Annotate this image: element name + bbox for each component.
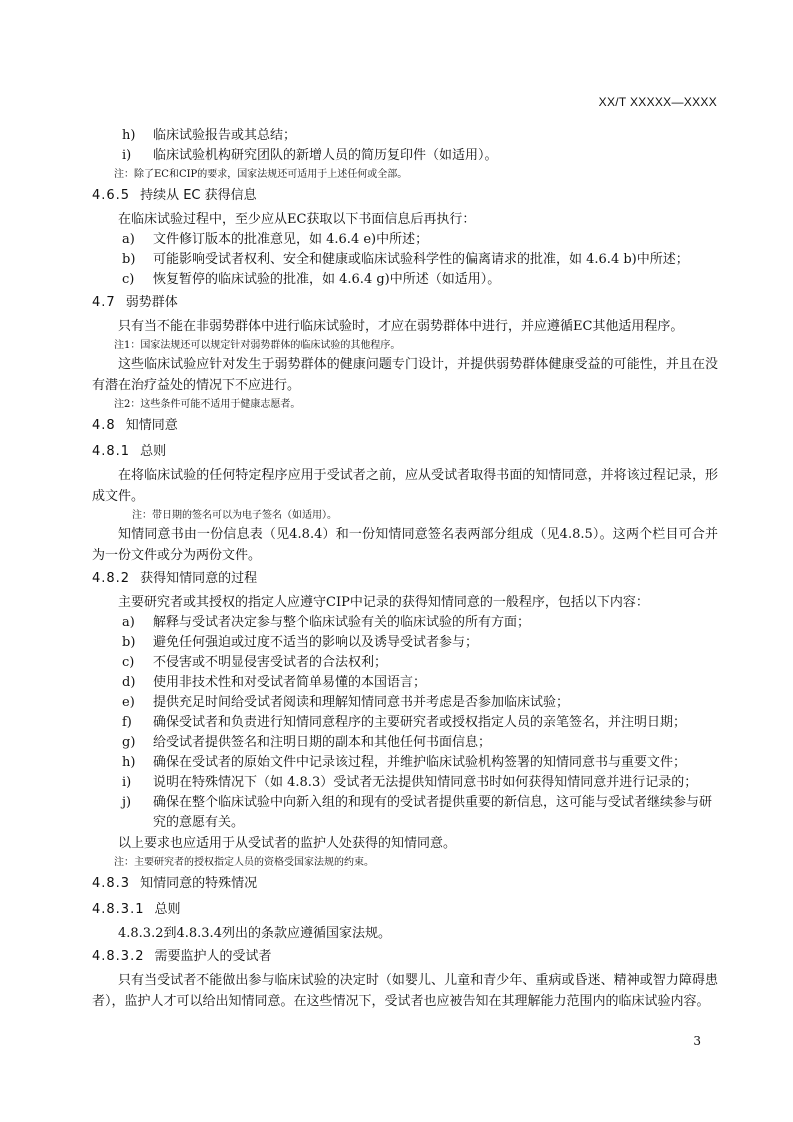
list-item (92, 230, 718, 250)
section-title: 知情同意的特殊情况 (140, 876, 258, 891)
section-number: 4.8.3.2 (92, 949, 145, 964)
list-item (92, 713, 718, 733)
list-item (92, 793, 718, 833)
note: 注2：这些条件可能不适用于健康志愿者。 (114, 399, 301, 410)
paragraph: 主要研究者或其授权的指定人应遵守CIP中记录的获得知情同意的一般程序，包括以下内容： (118, 595, 649, 610)
list-text: 不侵害或不明显侵害受试者的合法权利； (153, 655, 388, 670)
note: 注：带日期的签名可以为电子签名（如适用）。 (132, 510, 337, 521)
list-item (92, 633, 718, 653)
section-title: 知情同意 (125, 418, 178, 433)
list-label: e) (122, 695, 135, 710)
section-number: 4.6.5 (92, 188, 131, 203)
section-title: 总则 (140, 444, 167, 459)
list-item (92, 693, 718, 713)
section-title: 获得知情同意的过程 (140, 571, 258, 586)
section-heading-4-8-3 (92, 871, 718, 897)
list-label: i) (122, 775, 132, 790)
list-item (92, 126, 718, 146)
section-number: 4.8 (92, 418, 116, 433)
list-label: f) (122, 715, 132, 730)
list-label: b) (122, 252, 136, 267)
section-heading-4-8 (92, 413, 718, 439)
section-number: 4.8.3.1 (92, 902, 145, 917)
paragraph: 在将临床试验的任何特定程序应用于受试者之前，应从受试者取得书面的知情同意，并将该过程记录，形成文件。 (92, 468, 718, 504)
list-label: c) (122, 655, 135, 670)
paragraph: 只有当不能在非弱势群体中进行临床试验时，才应在弱势群体中进行，并应遵循EC其他适用程序。 (118, 319, 684, 334)
paragraph: 知情同意书由一份信息表（见4.8.4）和一份知情同意签名表两部分组成（见4.8.5）。这两个栏目可合并为一份文件或分为两份文件。 (92, 527, 718, 563)
list-label: a) (122, 615, 135, 630)
section-heading-4-8-1 (92, 439, 718, 465)
list-text: 使用非技术性和对受试者简单易懂的本国语言； (153, 675, 427, 690)
section-heading-4-7 (92, 290, 718, 316)
note: 注1：国家法规还可以规定针对弱势群体的临床试验的其他程序。 (114, 340, 401, 351)
list-item (92, 653, 718, 673)
list-text: 提供充足时间给受试者阅读和理解知情同意书并考虑是否参加临床试验； (153, 695, 570, 710)
list-label: j) (122, 795, 132, 810)
list-item (92, 250, 718, 270)
list-text: 文件修订版本的批准意见，如 4.6.4 e)中所述； (153, 232, 429, 247)
list-text: 给受试者提供签名和注明日期的副本和其他任何书面信息； (153, 735, 492, 750)
list-text: 说明在特殊情况下（如 4.8.3）受试者无法提供知情同意书时如何获得知情同意并进行记录的； (153, 775, 698, 790)
section-number: 4.8.1 (92, 444, 131, 459)
section-number: 4.7 (92, 295, 116, 310)
list-text: 解释与受试者决定参与整个临床试验有关的临床试验的所有方面； (153, 615, 531, 630)
section-title: 需要监护人的受试者 (154, 949, 272, 964)
list-text: 确保受试者和负责进行知情同意程序的主要研究者或授权指定人员的亲笔签名，并注明日期； (153, 715, 687, 730)
paragraph: 这些临床试验应针对发生于弱势群体的健康问题专门设计，并提供弱势群体健康受益的可能性，并且在没有潜在治疗益处的情况下不应进行。 (92, 357, 718, 393)
section-heading-4-8-3-1 (92, 897, 718, 923)
document-code-header: XX/T XXXXX—XXXX (598, 95, 717, 109)
list-label: g) (122, 735, 136, 750)
list-label: d) (122, 675, 136, 690)
paragraph: 4.8.3.2到4.8.3.4列出的条款应遵循国家法规。 (118, 926, 391, 941)
list-label: a) (122, 232, 135, 247)
list-text: 确保在整个临床试验中向新入组的和现有的受试者提供重要的新信息，这可能与受试者继续参与研究的意愿有关。 (153, 795, 713, 830)
list-text: 避免任何强迫或过度不适当的影响以及诱导受试者参与； (153, 635, 479, 650)
list-text: 临床试验机构研究团队的新增人员的简历复印件（如适用）。 (153, 148, 498, 163)
list-item (92, 146, 718, 166)
page-number: 3 (693, 1034, 701, 1048)
list-text: 可能影响受试者权利、安全和健康或临床试验科学性的偏离请求的批准，如 4.6.4 b)中所述； (153, 252, 689, 267)
section-heading-4-8-3-2 (92, 944, 718, 970)
document-body (92, 126, 718, 1012)
list-text: 恢复暂停的临床试验的批准，如 4.6.4 g)中所述（如适用）。 (153, 272, 501, 287)
list-item (92, 613, 718, 633)
list-label: b) (122, 635, 136, 650)
list-label: i) (122, 148, 132, 163)
list-label: c) (122, 272, 135, 287)
list-text: 确保在受试者的原始文件中记录该过程，并维护临床试验机构签署的知情同意书与重要文件； (153, 755, 687, 770)
list-item (92, 733, 718, 753)
list-label: h) (122, 755, 136, 770)
list-item (92, 753, 718, 773)
list-label: h) (122, 128, 136, 143)
note: 注：除了EC和CIP的要求，国家法规还可适用于上述任何或全部。 (114, 169, 408, 180)
list-text: 临床试验报告或其总结； (153, 128, 297, 143)
section-number: 4.8.3 (92, 876, 131, 891)
section-title: 总则 (154, 902, 181, 917)
list-item (92, 270, 718, 290)
note: 注：主要研究者的授权指定人员的资格受国家法规的约束。 (114, 857, 374, 868)
paragraph: 在临床试验过程中，至少应从EC获取以下书面信息后再执行： (118, 212, 476, 227)
paragraph: 只有当受试者不能做出参与临床试验的决定时（如婴儿、儿童和青少年、重病或昏迷、精神或智力障碍患者），监护人才可以给出知情同意。在这些情况下，受试者也应被告知在其理解能力范围内的临床试验内容。 (92, 973, 718, 1009)
list-item (92, 673, 718, 693)
paragraph: 以上要求也应适用于从受试者的监护人处获得的知情同意。 (118, 836, 457, 851)
list-item (92, 773, 718, 793)
section-heading-4-6-5 (92, 183, 718, 209)
section-number: 4.8.2 (92, 571, 131, 586)
section-title: 持续从 EC 获得信息 (140, 188, 257, 203)
section-title: 弱势群体 (125, 295, 178, 310)
section-heading-4-8-2 (92, 566, 718, 592)
